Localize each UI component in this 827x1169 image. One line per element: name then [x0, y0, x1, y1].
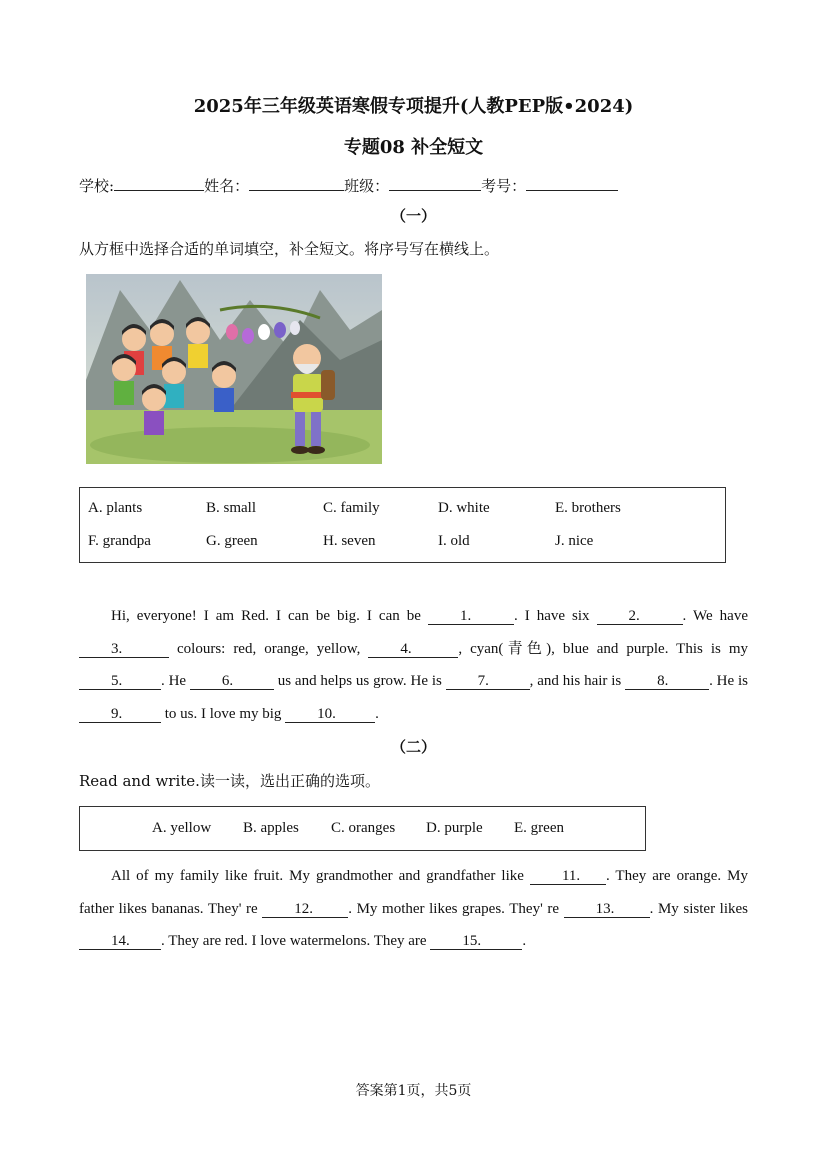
passage-text: us and helps us grow. He is: [273, 673, 446, 689]
option-e: E. brothers: [555, 500, 621, 516]
answer-blank-8[interactable]: 8.: [625, 673, 709, 690]
answer-blank-13[interactable]: 13.: [564, 901, 650, 918]
option-j: J. nice: [555, 533, 594, 549]
option-h: H. seven: [323, 533, 376, 549]
answer-blank-11[interactable]: 11.: [530, 868, 606, 885]
name-label: 姓名：: [204, 177, 250, 195]
answer-blank-4[interactable]: 4.: [368, 641, 458, 658]
answer-blank-10[interactable]: 10.: [285, 706, 375, 723]
section-1-mark: （一）: [390, 207, 436, 225]
page-subtitle: 专题08 补全短文: [343, 137, 484, 158]
option-a: A. plants: [88, 500, 143, 516]
class-label: 班级：: [344, 177, 390, 195]
passage-text: All of my family like fruit. My grandmother and grandfather like: [111, 868, 530, 884]
passage-text: , cyan(青色), blue and purple. This is my: [458, 640, 749, 657]
answer-blank-6[interactable]: 6.: [190, 673, 274, 690]
name-field[interactable]: [249, 174, 344, 191]
word-bank-box-1: [79, 487, 726, 563]
school-field[interactable]: [114, 174, 204, 191]
section-2-mark: （二）: [390, 738, 436, 756]
page-footer: 答案第1页，共5页: [355, 1083, 472, 1099]
answer-blank-1[interactable]: 1.: [428, 608, 514, 625]
exam-no-field[interactable]: [526, 174, 618, 191]
student-info-line: [79, 174, 618, 196]
answer-blank-5[interactable]: 5.: [79, 673, 161, 690]
option-i: I. old: [438, 533, 470, 549]
class-field[interactable]: [389, 174, 481, 191]
illustration: [80, 270, 385, 470]
option-2c: C. oranges: [331, 820, 396, 836]
page-title: 2025年三年级英语寒假专项提升(人教PEP版•2024): [193, 96, 634, 117]
option-d: D. white: [438, 500, 490, 516]
option-c: C. family: [323, 500, 380, 516]
option-2d: D. purple: [426, 820, 483, 836]
option-f: F. grandpa: [88, 533, 151, 549]
option-g: G. green: [206, 533, 258, 549]
school-label: 学校:: [79, 177, 115, 195]
answer-blank-15[interactable]: 15.: [430, 933, 522, 950]
passage-text: . They are red. I love watermelons. They are: [161, 933, 431, 949]
answer-blank-12[interactable]: 12.: [262, 901, 348, 918]
passage-text: colours: red, orange, yellow,: [169, 640, 369, 657]
passage-text: . We have: [682, 608, 748, 624]
answer-blank-2[interactable]: 2.: [597, 608, 683, 625]
passage-2: [79, 860, 748, 958]
answer-blank-3[interactable]: 3.: [79, 641, 169, 658]
passage-text: . He is: [709, 673, 748, 689]
calabash-brothers-picture: [80, 270, 385, 470]
passage-text: . My sister likes: [649, 900, 748, 917]
passage-text: .: [522, 933, 527, 949]
option-2b: B. apples: [243, 820, 299, 836]
option-2a: A. yellow: [152, 820, 212, 836]
passage-text: . I have six: [513, 608, 597, 624]
exam-no-label: 考号：: [481, 177, 527, 195]
passage-1: [79, 600, 748, 730]
passage-text: , and his hair is: [529, 673, 626, 689]
answer-blank-14[interactable]: 14.: [79, 933, 161, 950]
passage-text: to us. I love my big: [161, 705, 286, 722]
passage-text: . My mother likes grapes. They' re: [348, 900, 564, 917]
section-2-instruction: Read and write.读一读，选出正确的选项。: [79, 772, 380, 790]
section-1-instruction: 从方框中选择合适的单词填空，补全短文。将序号写在横线上。: [79, 240, 500, 258]
passage-text: .: [375, 705, 379, 722]
passage-text: Hi, everyone! I am Red. I can be big. I can be: [111, 608, 428, 624]
answer-blank-9[interactable]: 9.: [79, 706, 161, 723]
passage-text: . They are orange. My father likes bananas. They' re: [79, 868, 748, 917]
answer-blank-7[interactable]: 7.: [446, 673, 530, 690]
option-2e: E. green: [514, 820, 564, 836]
passage-text: . He: [161, 673, 190, 689]
option-b: B. small: [206, 500, 257, 516]
